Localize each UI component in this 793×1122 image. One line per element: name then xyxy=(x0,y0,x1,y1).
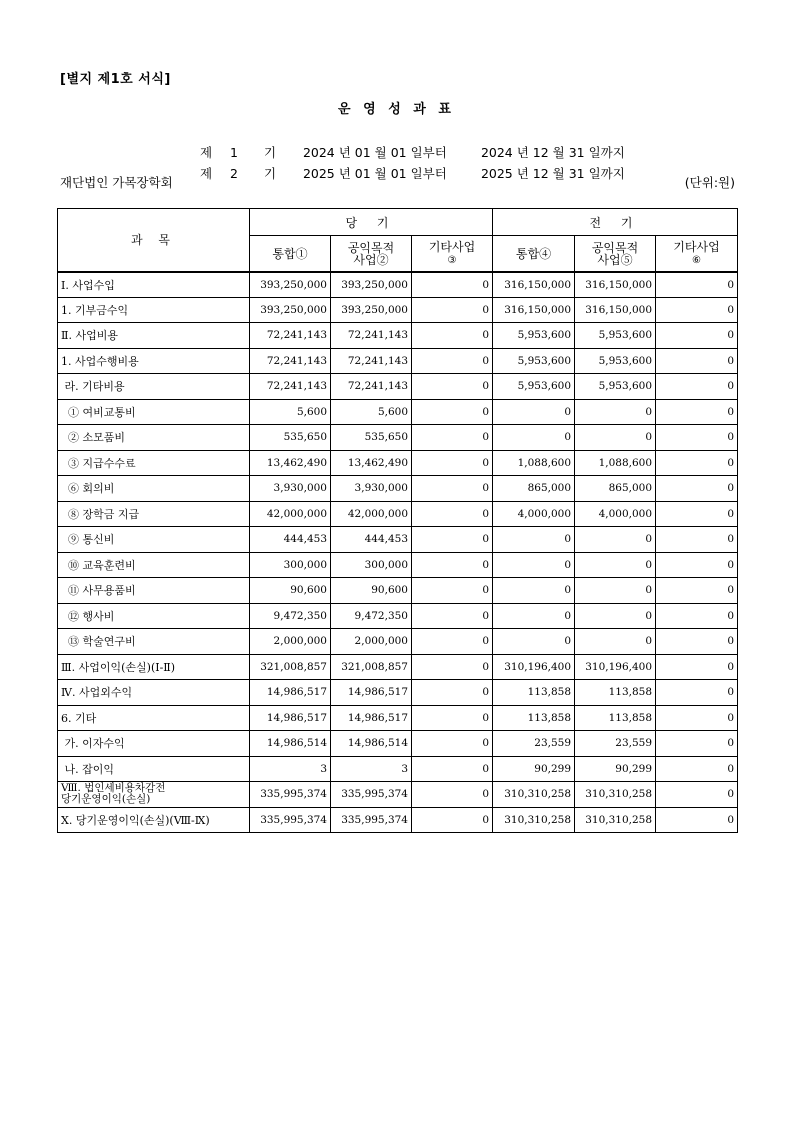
period-number: 2 xyxy=(229,166,238,181)
period-prefix: 제 xyxy=(199,145,213,160)
amount-cell: 90,600 xyxy=(250,578,331,604)
amount-cell: 0 xyxy=(656,374,738,400)
amount-cell: 0 xyxy=(656,756,738,782)
header-text: 사업② xyxy=(353,253,389,268)
amount-cell: 90,299 xyxy=(575,756,656,782)
form-label: [별지 제1호 서식] xyxy=(60,72,171,87)
amount-cell: 0 xyxy=(412,527,493,553)
amount-cell: 0 xyxy=(412,705,493,731)
amount-cell: 0 xyxy=(412,603,493,629)
amount-cell: 310,310,258 xyxy=(575,807,656,833)
amount-cell: 0 xyxy=(412,807,493,833)
amount-cell: 0 xyxy=(656,450,738,476)
current-public-purpose-header xyxy=(331,236,412,272)
period-from: 2025 년 01 월 01 일부터 xyxy=(302,166,447,181)
amount-cell: 14,986,517 xyxy=(250,705,331,731)
table-row xyxy=(58,501,738,527)
amount-cell: 0 xyxy=(412,654,493,680)
row-label-text: ⑧ 장학금 지급 xyxy=(61,507,140,521)
amount-cell: 0 xyxy=(656,782,738,808)
row-label xyxy=(58,374,250,400)
row-label-text: 당기운영이익(손실) xyxy=(61,793,151,806)
header-text: ⑥ xyxy=(692,255,701,267)
amount-cell: 0 xyxy=(575,629,656,655)
amount-cell: 5,600 xyxy=(250,399,331,425)
amount-cell: 72,241,143 xyxy=(250,323,331,349)
row-label-text: ③ 지급수수료 xyxy=(61,456,136,470)
row-label-text: Ⅹ. 당기운영이익(손실)(Ⅷ-Ⅸ) xyxy=(61,813,210,827)
amount-cell: 335,995,374 xyxy=(331,807,412,833)
header-text: 기타사업 xyxy=(673,240,720,255)
amount-cell: 444,453 xyxy=(250,527,331,553)
header-text: 기타사업 xyxy=(428,240,476,255)
amount-cell: 14,986,517 xyxy=(331,680,412,706)
row-label-text: 6. 기타 xyxy=(61,711,97,725)
amount-cell: 393,250,000 xyxy=(331,272,412,298)
row-label-text: Ⅲ. 사업이익(손실)(Ⅰ-Ⅱ) xyxy=(61,660,176,674)
table-row xyxy=(58,297,738,323)
table-row xyxy=(58,425,738,451)
period-prefix: 제 xyxy=(199,166,213,181)
row-label xyxy=(58,680,250,706)
amount-cell: 4,000,000 xyxy=(493,501,575,527)
amount-cell: 113,858 xyxy=(575,705,656,731)
row-label xyxy=(58,476,250,502)
amount-cell: 23,559 xyxy=(575,731,656,757)
header-text: 공익목적 xyxy=(347,241,395,256)
amount-cell: 393,250,000 xyxy=(331,297,412,323)
amount-cell: 3,930,000 xyxy=(250,476,331,502)
amount-cell: 3,930,000 xyxy=(331,476,412,502)
unit-label: (단위:원) xyxy=(684,175,735,190)
period-to: 2025 년 12 월 31 일까지 xyxy=(480,166,625,181)
amount-cell: 9,472,350 xyxy=(331,603,412,629)
amount-cell: 0 xyxy=(412,782,493,808)
row-label-text: ⑩ 교육훈련비 xyxy=(61,558,136,572)
amount-cell: 0 xyxy=(412,680,493,706)
amount-cell: 0 xyxy=(656,476,738,502)
row-label xyxy=(58,629,250,655)
row-label xyxy=(58,756,250,782)
row-label xyxy=(58,272,250,298)
amount-cell: 0 xyxy=(412,552,493,578)
period-gi: 기 xyxy=(263,166,277,181)
current-other-business-header xyxy=(412,236,493,272)
amount-cell: 0 xyxy=(656,399,738,425)
row-label-text: 1. 사업수행비용 xyxy=(61,354,139,368)
amount-cell: 14,986,514 xyxy=(250,731,331,757)
amount-cell: 393,250,000 xyxy=(250,272,331,298)
table-row xyxy=(58,807,738,833)
amount-cell: 0 xyxy=(412,399,493,425)
amount-cell: 321,008,857 xyxy=(331,654,412,680)
amount-cell: 310,196,400 xyxy=(493,654,575,680)
amount-cell: 0 xyxy=(493,527,575,553)
row-label-text: 가. 이자수익 xyxy=(61,737,125,751)
table-row xyxy=(58,629,738,655)
amount-cell: 4,000,000 xyxy=(575,501,656,527)
amount-cell: 14,986,517 xyxy=(250,680,331,706)
row-label xyxy=(58,782,250,808)
amount-cell: 0 xyxy=(412,297,493,323)
row-label xyxy=(58,603,250,629)
amount-cell: 300,000 xyxy=(250,552,331,578)
table-body xyxy=(58,272,738,833)
amount-cell: 393,250,000 xyxy=(250,297,331,323)
amount-cell: 14,986,517 xyxy=(331,705,412,731)
table-row xyxy=(58,272,738,298)
amount-cell: 0 xyxy=(656,348,738,374)
amount-cell: 310,196,400 xyxy=(575,654,656,680)
amount-cell: 321,008,857 xyxy=(250,654,331,680)
subject-header: 과 목 xyxy=(58,209,250,272)
amount-cell: 5,953,600 xyxy=(575,374,656,400)
table-row xyxy=(58,782,738,808)
row-label-text: ⑬ 학술연구비 xyxy=(61,635,136,649)
amount-cell: 90,299 xyxy=(493,756,575,782)
previous-period-header: 전 기 xyxy=(493,209,738,236)
header-text: ③ xyxy=(447,255,457,267)
amount-cell: 316,150,000 xyxy=(575,297,656,323)
amount-cell: 2,000,000 xyxy=(250,629,331,655)
table-row xyxy=(58,731,738,757)
amount-cell: 5,953,600 xyxy=(493,323,575,349)
amount-cell: 0 xyxy=(412,629,493,655)
amount-cell: 0 xyxy=(656,654,738,680)
row-label xyxy=(58,399,250,425)
amount-cell: 0 xyxy=(656,297,738,323)
header-text: 통합① xyxy=(272,247,308,262)
amount-cell: 0 xyxy=(412,501,493,527)
amount-cell: 5,953,600 xyxy=(575,323,656,349)
amount-cell: 3 xyxy=(331,756,412,782)
amount-cell: 0 xyxy=(656,552,738,578)
amount-cell: 0 xyxy=(656,680,738,706)
amount-cell: 0 xyxy=(656,272,738,298)
amount-cell: 310,310,258 xyxy=(493,807,575,833)
amount-cell: 2,000,000 xyxy=(331,629,412,655)
table-row xyxy=(58,476,738,502)
amount-cell: 316,150,000 xyxy=(493,272,575,298)
amount-cell: 0 xyxy=(575,425,656,451)
amount-cell: 0 xyxy=(412,731,493,757)
amount-cell: 0 xyxy=(656,323,738,349)
amount-cell: 0 xyxy=(656,807,738,833)
amount-cell: 1,088,600 xyxy=(575,450,656,476)
row-label xyxy=(58,348,250,374)
amount-cell: 0 xyxy=(412,756,493,782)
amount-cell: 113,858 xyxy=(493,705,575,731)
table-row xyxy=(58,552,738,578)
amount-cell: 5,953,600 xyxy=(493,374,575,400)
amount-cell: 0 xyxy=(412,578,493,604)
table-row xyxy=(58,323,738,349)
period-line-2 xyxy=(192,149,625,182)
amount-cell: 0 xyxy=(493,578,575,604)
amount-cell: 0 xyxy=(412,450,493,476)
amount-cell: 72,241,143 xyxy=(331,323,412,349)
amount-cell: 0 xyxy=(412,348,493,374)
row-label-text: ① 여비교통비 xyxy=(61,405,136,419)
row-label xyxy=(58,425,250,451)
amount-cell: 0 xyxy=(656,527,738,553)
amount-cell: 0 xyxy=(656,425,738,451)
amount-cell: 9,472,350 xyxy=(250,603,331,629)
row-label xyxy=(58,323,250,349)
row-label-text: Ⅱ. 사업비용 xyxy=(61,329,118,343)
amount-cell: 13,462,490 xyxy=(250,450,331,476)
amount-cell: 0 xyxy=(412,323,493,349)
amount-cell: 0 xyxy=(412,425,493,451)
amount-cell: 72,241,143 xyxy=(331,348,412,374)
row-label-text: 라. 기타비용 xyxy=(61,380,125,394)
header-text: 사업⑤ xyxy=(597,253,633,268)
amount-cell: 42,000,000 xyxy=(331,501,412,527)
amount-cell: 535,650 xyxy=(250,425,331,451)
amount-cell: 335,995,374 xyxy=(331,782,412,808)
table-row xyxy=(58,578,738,604)
header-text: 통합④ xyxy=(515,247,552,262)
amount-cell: 14,986,514 xyxy=(331,731,412,757)
row-label-text: ⑪ 사무용품비 xyxy=(61,584,136,598)
organization-name: 재단법인 가목장학회 xyxy=(60,175,173,190)
period-from: 2024 년 01 월 01 일부터 xyxy=(302,145,447,160)
amount-cell: 0 xyxy=(493,552,575,578)
row-label xyxy=(58,654,250,680)
amount-cell: 444,453 xyxy=(331,527,412,553)
amount-cell: 0 xyxy=(575,399,656,425)
amount-cell: 0 xyxy=(656,705,738,731)
row-label xyxy=(58,731,250,757)
amount-cell: 0 xyxy=(412,374,493,400)
amount-cell: 13,462,490 xyxy=(331,450,412,476)
amount-cell: 90,600 xyxy=(331,578,412,604)
amount-cell: 113,858 xyxy=(575,680,656,706)
row-label-text: ② 소모품비 xyxy=(61,431,125,445)
header-text: 공익목적 xyxy=(591,241,639,256)
amount-cell: 0 xyxy=(493,399,575,425)
table-row xyxy=(58,705,738,731)
amount-cell: 300,000 xyxy=(331,552,412,578)
previous-other-business-header xyxy=(656,236,738,272)
row-label-text: Ⅷ. 법인세비용차감전 xyxy=(61,782,166,795)
amount-cell: 0 xyxy=(493,629,575,655)
amount-cell: 0 xyxy=(575,527,656,553)
previous-public-purpose-header xyxy=(575,236,656,272)
table-row xyxy=(58,680,738,706)
amount-cell: 0 xyxy=(412,272,493,298)
table-row xyxy=(58,603,738,629)
row-label-text: Ⅳ. 사업외수익 xyxy=(61,686,133,700)
previous-combined-header xyxy=(493,236,575,272)
amount-cell: 113,858 xyxy=(493,680,575,706)
row-label-text: ⑫ 행사비 xyxy=(61,609,115,623)
table-row xyxy=(58,374,738,400)
row-label xyxy=(58,527,250,553)
amount-cell: 335,995,374 xyxy=(250,807,331,833)
amount-cell: 0 xyxy=(493,603,575,629)
amount-cell: 72,241,143 xyxy=(250,348,331,374)
amount-cell: 0 xyxy=(656,731,738,757)
amount-cell: 3 xyxy=(250,756,331,782)
amount-cell: 0 xyxy=(575,578,656,604)
amount-cell: 316,150,000 xyxy=(493,297,575,323)
row-label xyxy=(58,297,250,323)
amount-cell: 72,241,143 xyxy=(250,374,331,400)
amount-cell: 0 xyxy=(412,476,493,502)
row-label-text: 1. 기부금수익 xyxy=(61,303,129,317)
amount-cell: 310,310,258 xyxy=(575,782,656,808)
amount-cell: 0 xyxy=(575,552,656,578)
row-label-text: Ⅰ. 사업수입 xyxy=(61,278,115,292)
row-label xyxy=(58,450,250,476)
amount-cell: 0 xyxy=(493,425,575,451)
amount-cell: 1,088,600 xyxy=(493,450,575,476)
amount-cell: 5,600 xyxy=(331,399,412,425)
operating-results-table xyxy=(57,208,738,833)
amount-cell: 23,559 xyxy=(493,731,575,757)
row-label xyxy=(58,501,250,527)
table-row xyxy=(58,399,738,425)
table-row xyxy=(58,450,738,476)
amount-cell: 0 xyxy=(656,501,738,527)
amount-cell: 316,150,000 xyxy=(575,272,656,298)
table-row xyxy=(58,756,738,782)
amount-cell: 72,241,143 xyxy=(331,374,412,400)
row-label xyxy=(58,578,250,604)
row-label xyxy=(58,552,250,578)
row-label-text: 나. 잡이익 xyxy=(61,762,114,776)
row-label-text: ⑥ 회의비 xyxy=(61,482,115,496)
amount-cell: 310,310,258 xyxy=(493,782,575,808)
current-combined-header xyxy=(250,236,331,272)
amount-cell: 335,995,374 xyxy=(250,782,331,808)
table-row xyxy=(58,654,738,680)
amount-cell: 535,650 xyxy=(331,425,412,451)
amount-cell: 0 xyxy=(575,603,656,629)
amount-cell: 865,000 xyxy=(493,476,575,502)
row-label xyxy=(58,807,250,833)
period-gi: 기 xyxy=(263,145,277,160)
amount-cell: 0 xyxy=(656,578,738,604)
amount-cell: 865,000 xyxy=(575,476,656,502)
row-label xyxy=(58,705,250,731)
table-row xyxy=(58,527,738,553)
amount-cell: 0 xyxy=(656,603,738,629)
period-number: 1 xyxy=(229,145,238,160)
document-title: 운 영 성 과 표 xyxy=(338,102,455,117)
row-label-text: ⑨ 통신비 xyxy=(61,533,115,547)
current-period-header: 당 기 xyxy=(250,209,493,236)
period-to: 2024 년 12 월 31 일까지 xyxy=(480,145,625,160)
amount-cell: 0 xyxy=(656,629,738,655)
amount-cell: 42,000,000 xyxy=(250,501,331,527)
amount-cell: 5,953,600 xyxy=(493,348,575,374)
table-row xyxy=(58,348,738,374)
amount-cell: 5,953,600 xyxy=(575,348,656,374)
